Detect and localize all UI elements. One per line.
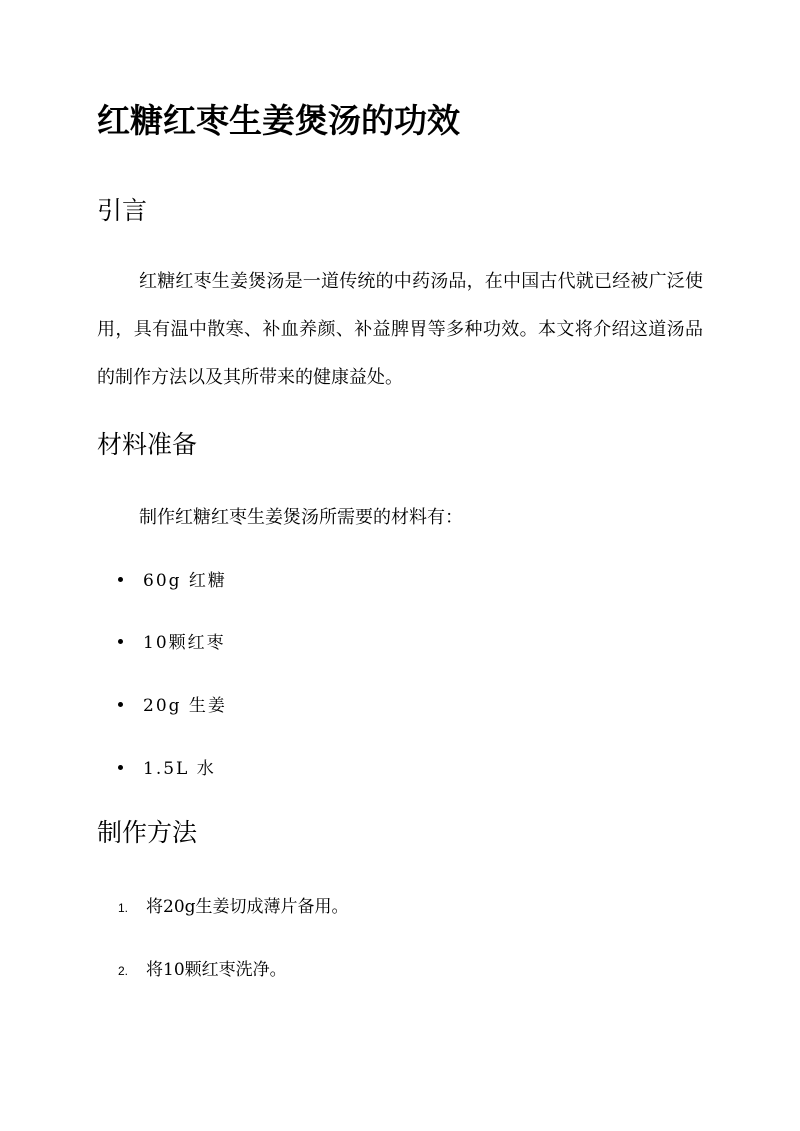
list-item (118, 566, 227, 596)
step-number: 1. (118, 901, 129, 915)
bullet-icon (118, 765, 123, 770)
list-item (118, 628, 226, 658)
list-item-text: 20g 生姜 (143, 696, 227, 716)
step-text: 将10颗红枣洗净。 (146, 960, 287, 980)
list-item-text: 10颗红枣 (143, 633, 226, 653)
materials-intro: 制作红糖红枣生姜煲汤所需要的材料有： (139, 507, 463, 528)
section-heading-method: 制作方法 (97, 818, 198, 847)
bullet-icon (118, 639, 123, 644)
document-title: 红糖红枣生姜煲汤的功效 (97, 101, 460, 140)
list-item-text: 1.5L 水 (143, 759, 216, 779)
bullet-icon (118, 577, 123, 582)
intro-paragraph: 红糖红枣生姜煲汤是一道传统的中药汤品，在中国古代就已经被广泛使用，具有温中散寒、补血养颜、补益脾胃等多种功效。本文将介绍这道汤品的制作方法以及其所带来的健康益处。 (97, 271, 703, 388)
section-heading-materials: 材料准备 (97, 430, 198, 459)
step-item (118, 955, 287, 985)
bullet-icon (118, 702, 123, 707)
list-item (118, 754, 216, 784)
list-item-text: 60g 红糖 (143, 571, 227, 591)
step-text: 将20g生姜切成薄片备用。 (146, 897, 349, 917)
section-heading-intro: 引言 (97, 196, 148, 225)
step-item (118, 892, 349, 922)
list-item (118, 691, 227, 721)
step-number: 2. (118, 964, 129, 978)
